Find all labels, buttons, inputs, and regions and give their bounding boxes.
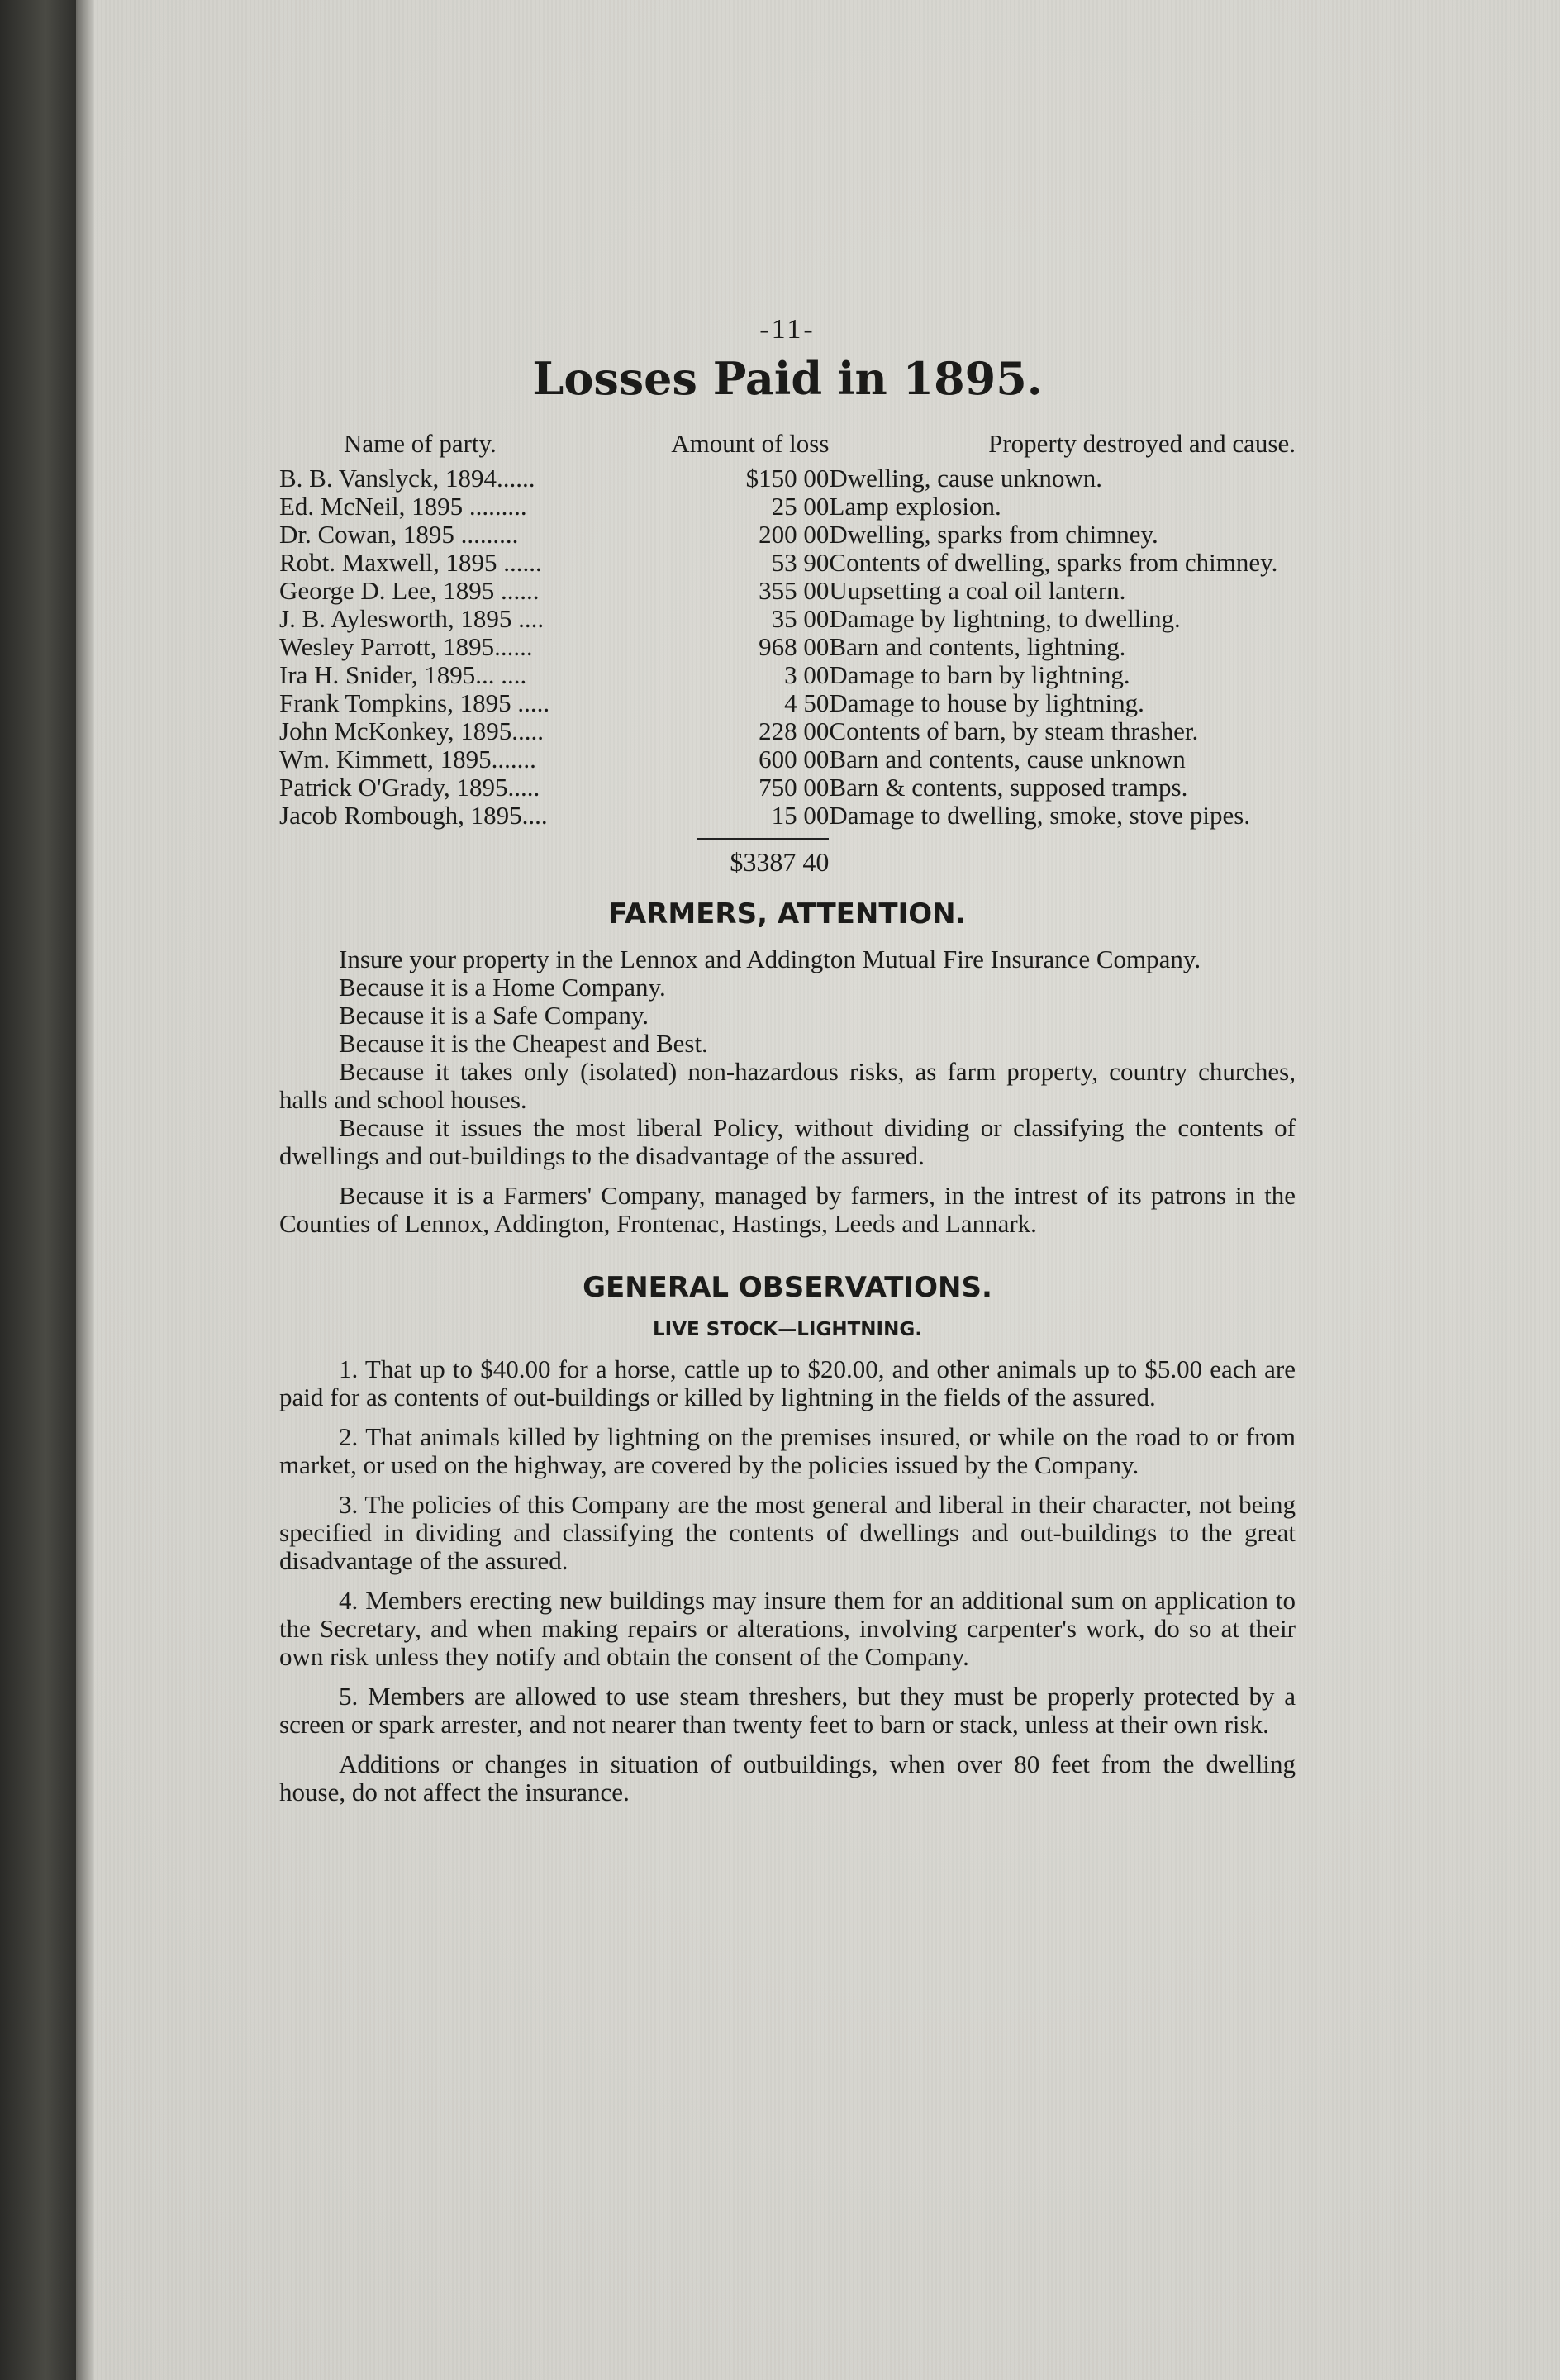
loss-amount: 3 00 [784,660,830,689]
reason-item: Because it is the Cheapest and Best. [339,1029,708,1058]
reason-item: Because it is a Safe Company. [339,1001,649,1030]
party-name: Frank Tompkins, 1895 ..... [279,688,550,717]
loss-amount: 228 00 [759,716,830,745]
loss-amount: 600 00 [759,745,830,774]
table-row [279,745,1296,774]
loss-amount: $150 00 [745,464,830,493]
scan-background [0,0,76,2380]
table-row [279,521,1296,549]
losses-table [279,430,1296,876]
total-row [279,830,1296,876]
general-subheading: LIVE STOCK—LIGHTNING. [653,1319,922,1340]
closing-note: Additions or changes in situation of outbuildings, when over 80 feet from the dwelling house, do not affect the insurance. [279,1749,1296,1806]
observation-item: 5. Members are allowed to use steam threshers, but they must be properly protected by a screen or spark arrester, and not nearer than twenty feet to barn or stack, unless at their own risk. [279,1682,1296,1739]
page-gutter-shadow [76,0,94,2380]
party-name: George D. Lee, 1895 ...... [279,576,540,605]
losses-header-row [279,430,1296,464]
observation-item: 4. Members erecting new buildings may insure them for an additional sum on application to the Secretary, and when making repairs or alterations, involving carpenter's work, do so at their own risk unless they notify and obtain the consent of the Company. [279,1586,1296,1671]
loss-amount: 15 00 [771,801,830,830]
table-row [279,802,1296,830]
loss-amount: 750 00 [759,773,830,802]
table-row [279,661,1296,689]
loss-amount: 4 50 [784,688,830,717]
party-name: Ira H. Snider, 1895... .... [279,660,527,689]
page-number: -11- [759,314,816,345]
loss-cause: Damage to house by lightning. [829,688,1144,717]
party-name: Robt. Maxwell, 1895 ...... [279,548,542,577]
total-cell [671,830,862,876]
loss-cause: Damage to barn by lightning. [829,660,1130,689]
loss-cause: Dwelling, cause unknown. [829,464,1103,493]
header-amount: Amount of loss [671,429,830,458]
loss-amount: 200 00 [759,520,830,549]
table-row [279,464,1296,493]
table-row [279,605,1296,633]
total-rule [697,838,829,840]
loss-cause: Barn & contents, supposed tramps. [829,773,1188,802]
loss-cause: Barn and contents, cause unknown [829,745,1186,774]
header-property: Property destroyed and cause. [988,429,1296,458]
observation-item: 1. That up to $40.00 for a horse, cattle up to $20.00, and other animals up to $5.00 each are paid for as contents of out-buildings or killed by lightning in the fields of the assured. [279,1354,1296,1411]
observations-list [279,1355,1296,1806]
party-name: J. B. Aylesworth, 1895 .... [279,604,545,633]
party-name: Wesley Parrott, 1895...... [279,632,533,661]
loss-cause: Contents of dwelling, sparks from chimney. [829,548,1278,577]
loss-amount: 25 00 [771,492,830,521]
party-name: Jacob Rombough, 1895.... [279,801,548,830]
table-row [279,774,1296,802]
table-row [279,493,1296,521]
total-amount: $3387 40 [730,847,830,877]
party-name: Dr. Cowan, 1895 ......... [279,520,519,549]
observation-item: 2. That animals killed by lightning on the premises insured, or while on the road to or from market, or used on the highway, are covered by the policies issued by the Company. [279,1422,1296,1479]
header-name: Name of party. [344,429,497,458]
reason-item: Because it is a Farmers' Company, managed by farmers, in the intrest of its patrons in the Counties of Lennox, Addington, Frontenac, Hastings, Leeds and Lannark. [279,1181,1296,1238]
reason-item: Because it issues the most liberal Policy, without dividing or classifying the contents of dwellings and out-buildings to the disadvantage of the assured. [279,1113,1296,1170]
loss-cause: Damage by lightning, to dwelling. [829,604,1181,633]
party-name: Wm. Kimmett, 1895....... [279,745,536,774]
general-heading: GENERAL OBSERVATIONS. [583,1271,992,1304]
party-name: John McKonkey, 1895..... [279,716,545,745]
table-row [279,717,1296,745]
loss-cause: Barn and contents, lightning. [829,632,1126,661]
loss-amount: 355 00 [759,576,830,605]
loss-amount: 35 00 [771,604,830,633]
table-row [279,689,1296,717]
loss-amount: 53 90 [771,548,830,577]
table-row [279,633,1296,661]
loss-cause: Contents of barn, by steam thrasher. [829,716,1199,745]
page-title: Losses Paid in 1895. [532,352,1043,405]
observation-item: 3. The policies of this Company are the most general and liberal in their character, not being specified in dividing and classifying the contents of dwellings and out-buildings to the great disadvantage of the assured. [279,1490,1296,1575]
table-row [279,549,1296,577]
farmers-section [279,945,1296,1238]
party-name: Ed. McNeil, 1895 ......... [279,492,527,521]
table-row [279,577,1296,605]
party-name: Patrick O'Grady, 1895..... [279,773,540,802]
farmers-intro: Insure your property in the Lennox and Addington Mutual Fire Insurance Company. [339,945,1201,973]
party-name: B. B. Vanslyck, 1894...... [279,464,535,493]
reason-item: Because it is a Home Company. [339,973,666,1002]
loss-cause: Uupsetting a coal oil lantern. [829,576,1126,605]
farmers-heading: FARMERS, ATTENTION. [608,897,967,931]
loss-amount: 968 00 [759,632,830,661]
loss-cause: Damage to dwelling, smoke, stove pipes. [829,801,1251,830]
reason-item: Because it takes only (isolated) non-hazardous risks, as farm property, country churches, halls and school houses. [279,1057,1296,1114]
loss-cause: Dwelling, sparks from chimney. [829,520,1158,549]
page-content [279,314,1296,1818]
loss-cause: Lamp explosion. [829,492,1001,521]
